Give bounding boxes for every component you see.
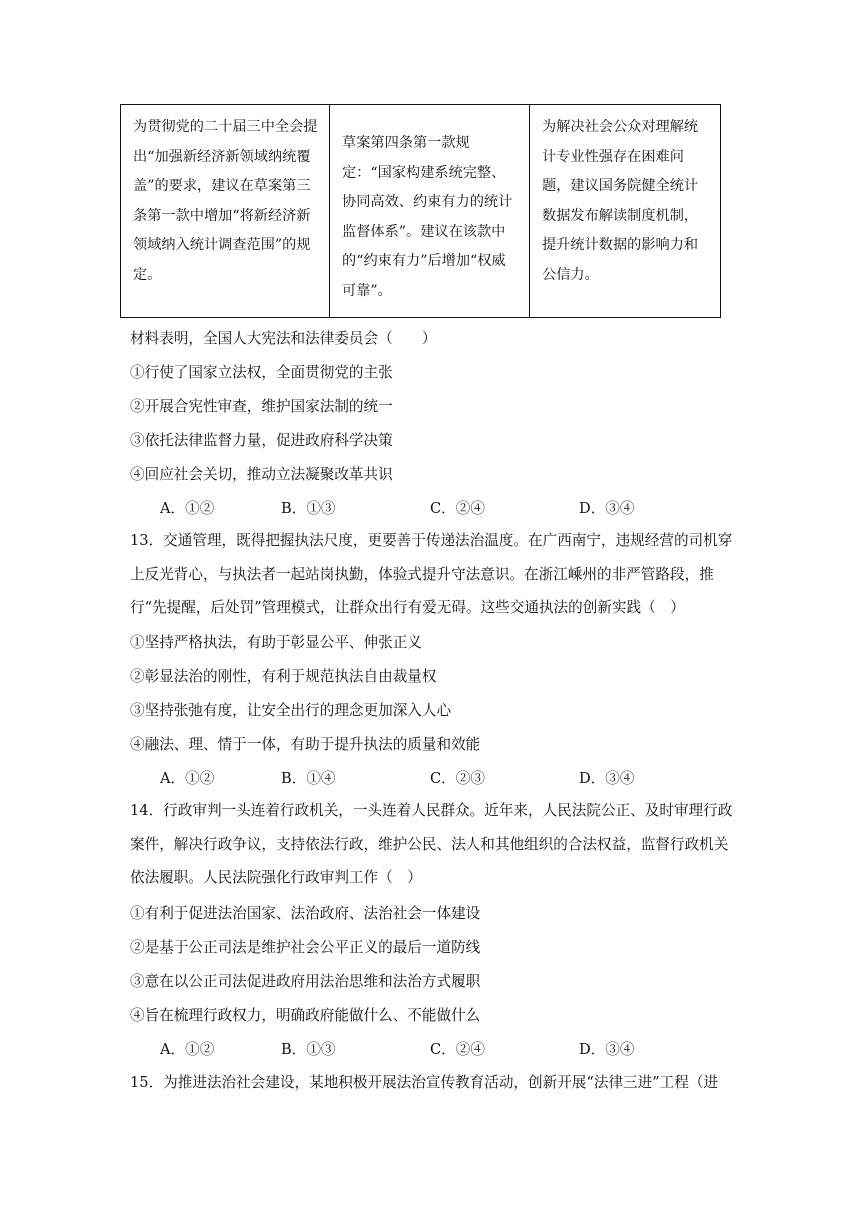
- q12-stem: 材料表明，全国人大宪法和法律委员会（ ）: [130, 330, 437, 347]
- q13-option-d[interactable]: D．③④: [579, 770, 635, 787]
- q12-option-b[interactable]: B．①③: [281, 500, 336, 517]
- q12-statement-2: ②开展合宪性审查，维护国家法制的统一: [130, 398, 393, 415]
- q12-option-c[interactable]: C．②④: [430, 500, 485, 517]
- material-cell-3: 为解决社会公众对理解统计专业性强存在困难问题，建议国务院健全统计数据发布解读制度机制，提升统计数据的影响力和公信力。: [530, 105, 721, 318]
- q14-statement-2: ②是基于公正司法是维护社会公平正义的最后一道防线: [130, 939, 481, 956]
- q12-option-a[interactable]: A．①②: [160, 500, 215, 517]
- material-table: [120, 104, 721, 318]
- q14-statement-3: ③意在以公正司法促进政府用法治思维和法治方式履职: [130, 973, 481, 990]
- q14-option-b[interactable]: B．①③: [281, 1041, 336, 1058]
- q14-statement-1: ①有利于促进法治国家、法治政府、法治社会一体建设: [130, 905, 481, 922]
- q13-statement-4: ④融法、理、情于一体，有助于提升执法的质量和效能: [130, 736, 481, 753]
- q14-option-a[interactable]: A．①②: [160, 1041, 215, 1058]
- q14-stem: 14．行政审判一头连着行政机关，一头连着人民群众。近年来，人民法院公正、及时审理行政案件，解决行政争议，支持依法行政，维护公民、法人和其他组织的合法权益，监督行政机关依法履职。人民法院强化行政审判工作（ ）: [130, 802, 733, 886]
- material-cell-2: 草案第四条第一款规定：“国家构建系统完整、协同高效、约束有力的统计监督体系”。建议在该款中的“约束有力”后增加“权威可靠”。: [330, 105, 530, 318]
- q13-statement-2: ②彰显法治的刚性，有利于规范执法自由裁量权: [130, 668, 437, 685]
- q13-option-a[interactable]: A．①②: [160, 770, 215, 787]
- q14-option-d[interactable]: D．③④: [579, 1041, 635, 1058]
- q12-statement-1: ①行使了国家立法权，全面贯彻党的主张: [130, 364, 393, 381]
- q12-statement-4: ④回应社会关切，推动立法凝聚改革共识: [130, 466, 393, 483]
- q12-statement-3: ③依托法律监督力量，促进政府科学决策: [130, 432, 393, 449]
- q13-stem: 13．交通管理，既得把握执法尺度，更要善于传递法治温度。在广西南宁，违规经营的司机穿上反光背心，与执法者一起站岗执勤，体验式提升守法意识。在浙江嵊州的非严管路段，推行“先提醒，后处罚”管理模式，让群众出行有爱无碍。这些交通执法的创新实践（ ）: [130, 532, 733, 616]
- q15-stem: 15．为推进法治社会建设，某地积极开展法治宣传教育活动，创新开展“法律三进”工程（进: [130, 1074, 719, 1091]
- q14-option-c[interactable]: C．②④: [430, 1041, 485, 1058]
- q13-statement-1: ①坚持严格执法，有助于彰显公平、伸张正义: [130, 634, 422, 651]
- q13-statement-3: ③坚持张弛有度，让安全出行的理念更加深入人心: [130, 702, 452, 719]
- q12-option-d[interactable]: D．③④: [579, 500, 635, 517]
- q13-option-b[interactable]: B．①④: [281, 770, 336, 787]
- material-cell-1: 为贯彻党的二十届三中全会提出“加强新经济新领域纳统覆盖”的要求，建议在草案第三条第一款中增加“将新经济新领域纳入统计调查范围”的规定。: [121, 105, 330, 318]
- q14-statement-4: ④旨在梳理行政权力，明确政府能做什么、不能做什么: [130, 1007, 481, 1024]
- q13-option-c[interactable]: C．②③: [430, 770, 485, 787]
